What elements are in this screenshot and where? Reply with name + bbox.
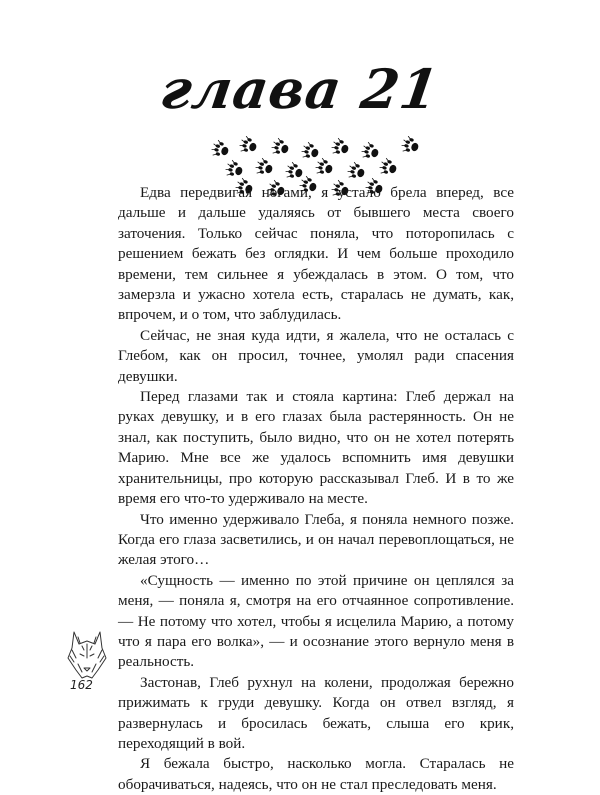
paragraph: Перед глазами так и стояла картина: Глеб держал на руках девушку, и в его глазах была растерянность. Он не знал, как поступить, было видно, что он не хотел потерять Марию. Мне все же удалось вспомнить имя девушки хранительницы, про которую рассказывал Глеб. И в то же время его что-то удерживало на месте.: [118, 388, 514, 508]
chapter-title: глава 21: [156, 57, 444, 121]
wolf-head-icon: [62, 628, 112, 680]
page-number: 162: [70, 678, 93, 692]
paragraph: Сейчас, не зная куда идти, я жалела, что не осталась с Глебом, как он просил, точнее, умолял ради спасения девушки.: [118, 326, 514, 385]
paragraph: Застонав, Глеб рухнул на колени, продолжая бережно прижимать к груди девушку. Когда он отвел взгляд, я развернулась и бросилась бежать, слыша его крик, переходящий в вой.: [118, 673, 514, 752]
paragraph: «Сущность — именно по этой причине он цеплялся за меня, — поняла я, смотря на его отчаянное сопротивление. — Не потому что хотел, чтобы я исцелила Марию, а потому что я пара его волка», — и осознание этого вернуло меня в реальность.: [118, 571, 514, 671]
chapter-body: [118, 183, 514, 795]
paragraph: Что именно удерживало Глеба, я поняла немного позже. Когда его глаза засветились, и он начал перевоплощаться, не желая этого…: [118, 510, 514, 569]
paragraph: Едва передвигая ногами, я устало брела вперед, все дальше и дальше удаляясь от бывшего места своего заточения. Только сейчас поняла, что поторопилась с решением бежать без оглядки. И чем больше проходило времени, тем сильнее я убеждалась в этом. О том, что замерзла и ужасно хотела есть, старалась не думать, как, впрочем, и о том, что заблудилась.: [118, 184, 514, 324]
paragraph: Я бежала быстро, насколько могла. Старалась не оборачиваться, надеясь, что он не стал преследовать меня.: [118, 755, 514, 793]
